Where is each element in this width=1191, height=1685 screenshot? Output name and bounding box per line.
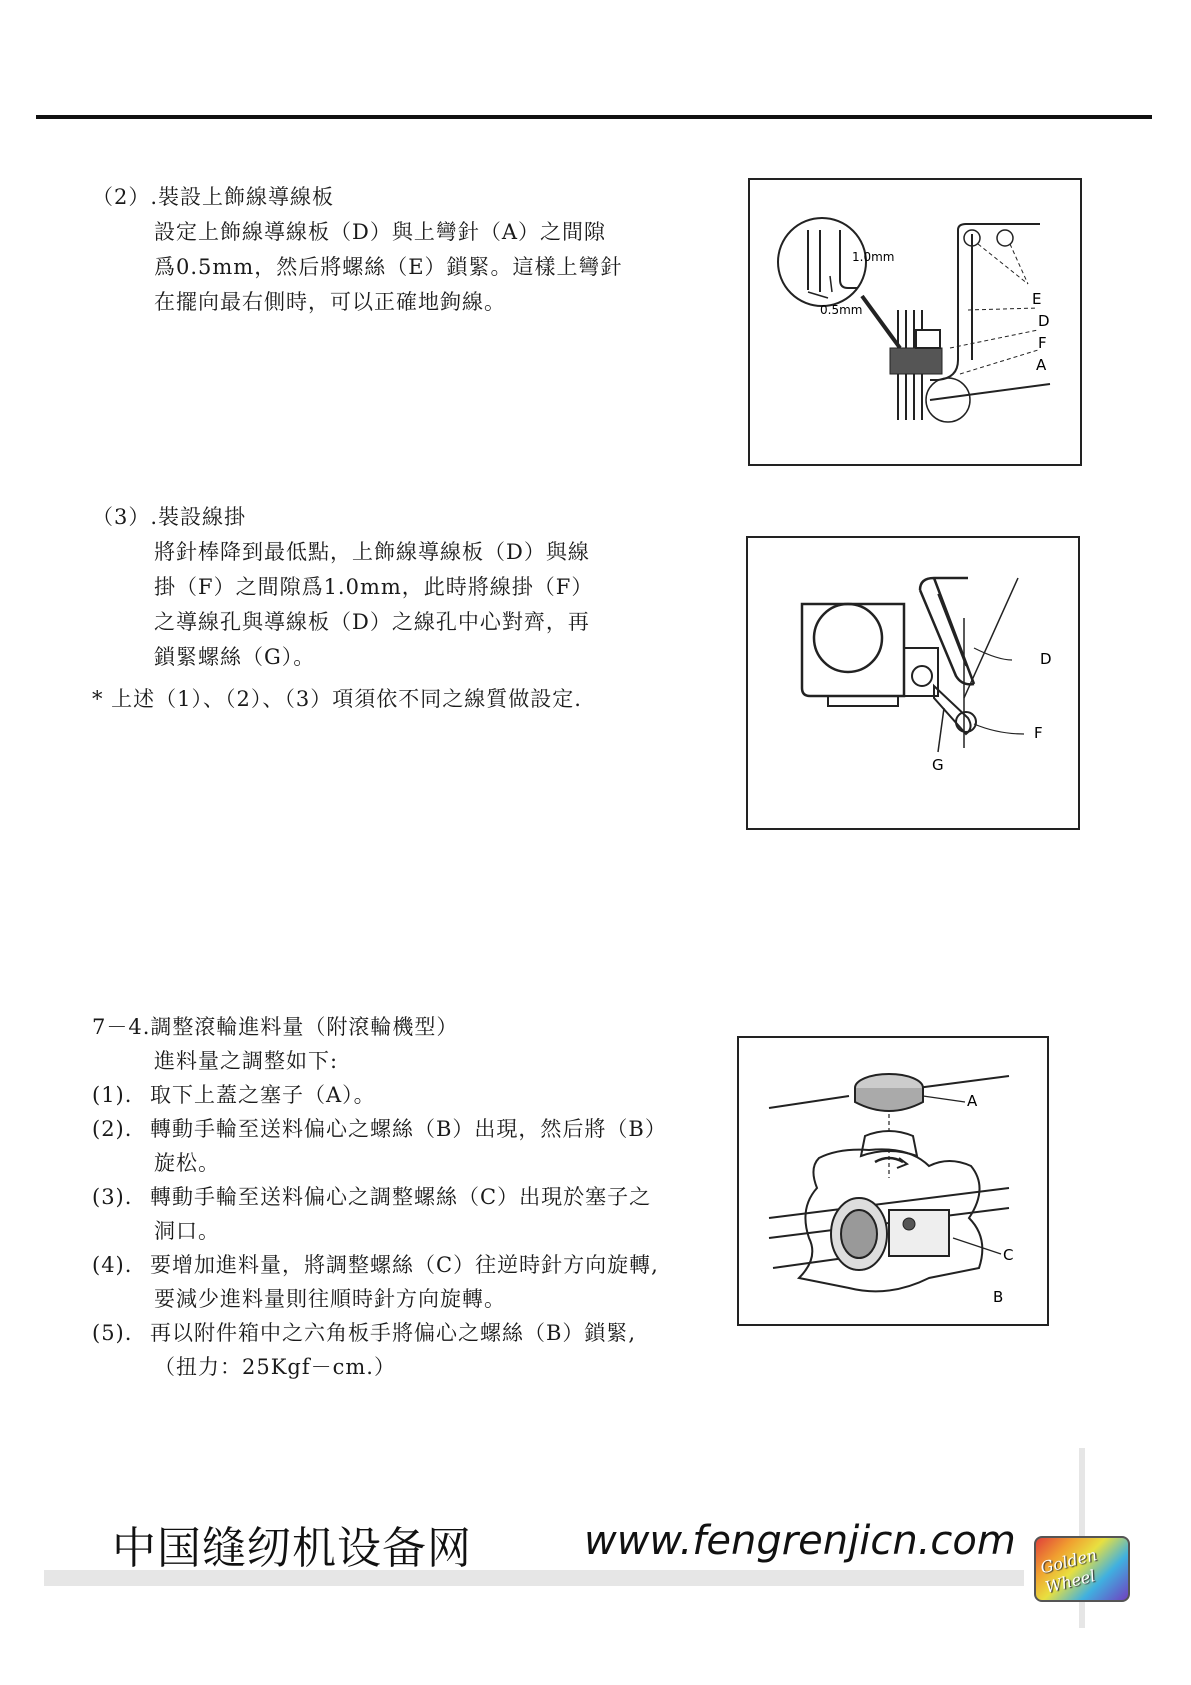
step-text: （扭力：25Kgf－cm.） — [154, 1355, 396, 1379]
footer-url[interactable]: www.fengrenjicn.com — [584, 1518, 1016, 1564]
label-g: G — [932, 756, 944, 774]
label-b: B — [993, 1288, 1004, 1306]
label-f: F — [1038, 334, 1047, 352]
step-item — [92, 1248, 667, 1316]
label-c: C — [1003, 1246, 1014, 1264]
step-number: (5). — [92, 1321, 133, 1345]
dimension-1-label: 1.0mm — [852, 250, 895, 264]
label-d: D — [1040, 650, 1052, 668]
step-text: 取下上蓋之塞子（A）。 — [150, 1083, 376, 1107]
step-text: 旋松。 — [154, 1151, 220, 1175]
label-d: D — [1038, 312, 1050, 330]
section-2-line: 爲0.5mm，然后將螺絲（E）鎖緊。這樣上彎針 — [154, 255, 623, 279]
figure-feed-eccentric — [737, 1036, 1049, 1326]
step-text: 轉動手輪至送料偏心之調整螺絲（C）出現於塞子之 — [150, 1185, 652, 1209]
figure-looper-guide-plate — [748, 178, 1082, 466]
section-3-line: 之導線孔與導線板（D）之線孔中心對齊，再 — [154, 610, 590, 634]
section-3-text — [92, 500, 593, 675]
step-text: 洞口。 — [154, 1219, 220, 1243]
step-number: (3). — [92, 1185, 133, 1209]
section-7-4-intro: 進料量之調整如下: — [154, 1049, 339, 1073]
label-a: A — [1036, 356, 1047, 374]
step-list — [92, 1078, 667, 1384]
logo-text: Golden Wheel — [1038, 1545, 1099, 1597]
section-3-line: 將針棒降到最低點，上飾線導線板（D）與線 — [154, 540, 590, 564]
section-7-4-heading: 7－4.調整滾輪進料量（附滾輪機型） — [92, 1015, 459, 1039]
footer-site-name: 中国缝纫机设备网 — [112, 1523, 472, 1574]
setting-note-text: * 上述（1）、（2）、（3）項須依不同之線質做設定. — [92, 687, 582, 711]
label-e: E — [1032, 290, 1042, 308]
step-item — [92, 1112, 667, 1180]
step-item — [92, 1078, 667, 1112]
step-text: 再以附件箱中之六角板手將偏心之螺絲（B）鎖緊, — [150, 1321, 637, 1345]
label-f: F — [1034, 724, 1043, 742]
label-a: A — [967, 1092, 978, 1110]
header-rule — [36, 115, 1152, 119]
figure-thread-hook — [746, 536, 1080, 830]
section-2-text — [92, 180, 623, 320]
section-3-line: 掛（F）之間隙爲1.0mm，此時將線掛（F） — [154, 575, 594, 599]
step-text: 轉動手輪至送料偏心之螺絲（B）出現，然后將（B） — [150, 1117, 667, 1141]
golden-wheel-logo — [1034, 1536, 1130, 1602]
section-2-line: 在擺向最右側時，可以正確地鉤線。 — [154, 290, 506, 314]
step-text: 要減少進料量則往順時針方向旋轉。 — [154, 1287, 506, 1311]
step-number: (2). — [92, 1117, 133, 1141]
step-number: (1). — [92, 1083, 133, 1107]
step-item — [92, 1180, 667, 1248]
dimension-2-label: 0.5mm — [820, 303, 863, 317]
section-2-heading: （2）.裝設上飾線導線板 — [92, 185, 335, 209]
step-item — [92, 1316, 667, 1384]
step-text: 要增加進料量，將調整螺絲（C）往逆時針方向旋轉, — [150, 1253, 659, 1277]
setting-note — [92, 682, 582, 717]
section-3-heading: （3）.裝設線掛 — [92, 505, 247, 529]
section-7-4-text — [92, 1010, 458, 1078]
section-2-line: 設定上飾線導線板（D）與上彎針（A）之間隙 — [154, 220, 607, 244]
section-3-line: 鎖緊螺絲（G）。 — [154, 645, 316, 669]
step-number: (4). — [92, 1253, 133, 1277]
